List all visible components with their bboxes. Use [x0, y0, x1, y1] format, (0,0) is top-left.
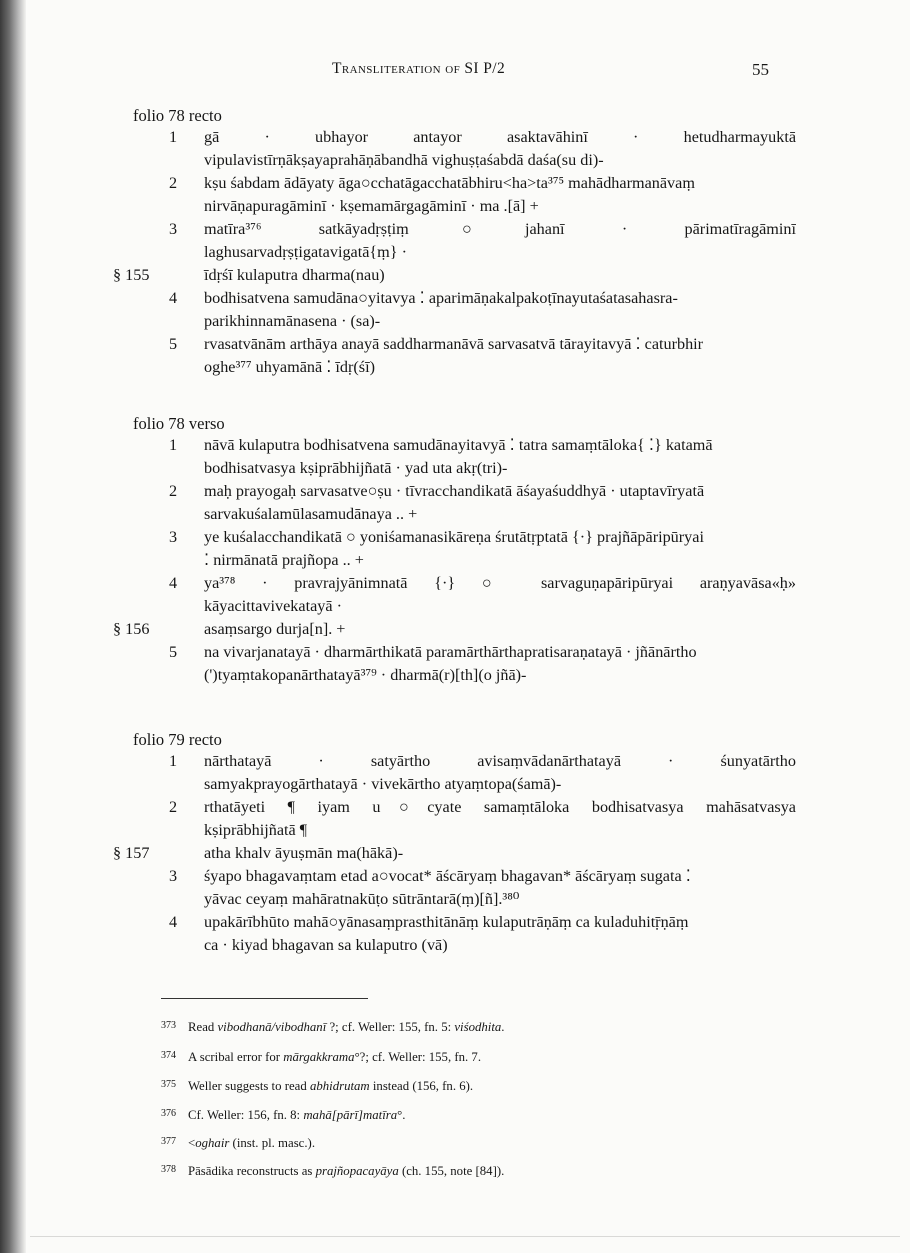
footnote-text: (ch. 155, note [84]). [398, 1164, 505, 1178]
line-text: nārthatayā · satyārtho avisaṃvādanārthatayā · śunyatārtho [204, 752, 796, 770]
footnote-term: prajñopacayāya [315, 1164, 399, 1178]
line-text: maḥ prayogaḥ sarvasatve○ṣu · tīvracchandikatā āśayaśuddhyā · utaptavīryatā [204, 482, 705, 500]
footnote-text: Cf. Weller: 156, fn. 8: [188, 1108, 304, 1122]
text-line [133, 241, 793, 264]
footnote-term: abhidrutam [309, 1079, 370, 1093]
text-line [133, 218, 796, 241]
line-text: kāyacittavivekatayā · [204, 597, 342, 615]
line-text: na vivarjanatayā · dharmārthikatā paramārthārthapratisaraṇatayā · jñānārtho [204, 643, 697, 661]
footnote-text: Read [188, 1020, 218, 1034]
footnote-number: 373 [161, 1020, 176, 1031]
line-number: 2 [169, 482, 178, 500]
footnote-text: (inst. pl. masc.). [229, 1136, 316, 1150]
text-line [133, 526, 793, 549]
line-text: laghusarvadṛṣṭigatavigatā{ṃ} · [204, 243, 407, 261]
line-number: 3 [169, 220, 178, 238]
footnote-number: 376 [161, 1108, 176, 1119]
line-number: 4 [169, 289, 178, 307]
line-number: 3 [169, 528, 178, 546]
footnote [161, 1136, 315, 1151]
text-line [133, 503, 793, 526]
footnote [161, 1050, 481, 1065]
text-line [133, 149, 793, 172]
line-text: īdṛśī kulaputra dharma(nau) [204, 266, 385, 284]
line-text: gā · ubhayor antayor asaktavāhinī · hetudharmayuktā [204, 128, 796, 146]
folio-block [113, 750, 796, 957]
text-line [133, 126, 796, 149]
footnote-number: 378 [161, 1164, 176, 1175]
line-number: 1 [169, 128, 178, 146]
line-text: (')tyaṃtakopanārthatayā³⁷⁹ · dharmā(r)[th](o jñā)- [204, 666, 527, 684]
page-number: 55 [752, 60, 769, 79]
footnote-term: mahā[pārī]matīra [303, 1108, 398, 1122]
line-text: yāvac ceyaṃ mahāratnakūṭo sūtrāntarā(ṃ)[ñ].³⁸⁰ [204, 890, 520, 908]
text-line [133, 287, 793, 310]
line-text: rvasatvānām arthāya anayā saddharmanāvā sarvasatvā tārayitavyā ⁚ caturbhir [204, 335, 704, 353]
line-text: bodhisatvasya kṣiprābhijñatā · yad uta akṛ(tri)- [204, 459, 508, 477]
footnote [161, 1108, 406, 1123]
line-number: 3 [169, 867, 178, 885]
folio-title: folio 78 recto [133, 106, 222, 125]
line-text: ya³⁷⁸ · pravrajyānimnatā {·} ○ sarvaguṇapāripūryai araṇyavāsa«ḥ» [204, 574, 796, 592]
text-line [133, 911, 793, 934]
text-line [133, 457, 793, 480]
line-text: matīra³⁷⁶ satkāyadṛṣṭiṃ○jahanī · pārimatīragāminī [204, 220, 796, 238]
line-text: kṣu śabdam ādāyaty āga○cchatāgacchatābhiru<ha>ta³⁷⁵ mahādharmanāvaṃ [204, 174, 695, 192]
text-line [133, 195, 793, 218]
line-text: upakārībhūto mahā○yānasaṃprasthitānāṃ kulaputrāṇāṃ ca kuladuhitṝṇāṃ [204, 913, 689, 931]
folio-title: folio 78 verso [133, 414, 225, 433]
footnote-text: Pāsādika reconstructs as [188, 1164, 316, 1178]
text-line [133, 641, 793, 664]
footnote-rule [161, 998, 368, 999]
text-line [133, 750, 796, 773]
footnote-number: 375 [161, 1079, 176, 1090]
line-text: ca · kiyad bhagavan sa kulaputro (vā) [204, 936, 448, 954]
line-text: vipulavistīrṇākṣayaprahāṇābandhā vighuṣṭaśabdā daśa(su di)- [204, 151, 604, 169]
line-text: kṣiprābhijñatā ¶ [204, 821, 308, 839]
footnote-number: 374 [161, 1050, 176, 1061]
line-text: asaṃsargo durja[n]. + [204, 620, 346, 638]
text-line [133, 664, 793, 687]
text-line [113, 264, 793, 287]
footnote [161, 1164, 504, 1179]
text-line [133, 888, 793, 911]
footnote-text: Weller suggests to read [188, 1079, 310, 1093]
text-line [133, 595, 793, 618]
text-line [133, 773, 793, 796]
book-binding-shadow [0, 0, 26, 1253]
line-text: śyapo bhagavaṃtam etad a○vocat* āścāryaṃ bhagavan* āścāryaṃ sugata ⁚ [204, 867, 691, 885]
footnote [161, 1079, 473, 1094]
line-text: nāvā kulaputra bodhisatvena samudānayitavyā ⁚ tatra samaṃtāloka{ ⁚} katamā [204, 436, 713, 454]
section-mark: § 157 [113, 844, 150, 862]
line-number: 4 [169, 574, 178, 592]
footnote-term: viśodhita [454, 1020, 502, 1034]
footnote-number: 377 [161, 1136, 176, 1147]
line-text: atha khalv āyuṣmān ma(hākā)- [204, 844, 404, 862]
folio-block [113, 434, 796, 687]
text-line [133, 865, 793, 888]
line-text: samyakprayogārthatayā · vivekārtho atyaṃtopa(śamā)- [204, 775, 562, 793]
text-line [133, 434, 793, 457]
text-line [113, 618, 793, 641]
text-line [133, 172, 793, 195]
line-number: 5 [169, 643, 178, 661]
text-line [133, 356, 793, 379]
text-line [133, 819, 793, 842]
footnote-text: °?; cf. Weller: 155, fn. 7. [354, 1050, 482, 1064]
section-mark: § 155 [113, 266, 150, 284]
footnote-text: A scribal error for [188, 1050, 284, 1064]
text-line [113, 842, 793, 865]
text-line [133, 480, 793, 503]
folio-title: folio 79 recto [133, 730, 222, 749]
text-line [133, 333, 793, 356]
line-text: ye kuśalacchandikatā ○ yoniśamanasikāreṇa śrutātṛptatā {·} prajñāpāripūryai [204, 528, 704, 546]
line-number: 4 [169, 913, 178, 931]
running-head-text: Transliteration of SI P/2 [332, 60, 506, 77]
text-line [133, 934, 793, 957]
line-text: parikhinnamānasena · (sa)- [204, 312, 381, 330]
line-text: bodhisatvena samudāna○yitavya ⁚ aparimāṇakalpakoṭīnayutaśatasahasra- [204, 289, 678, 307]
footnote-term: mārgakkrama [283, 1050, 355, 1064]
text-line [133, 310, 793, 333]
line-text: ⁚ nirmānatā prajñopa .. + [204, 551, 364, 569]
line-number: 1 [169, 752, 178, 770]
line-text: rthatāyeti ¶ iyam u○cyate samaṃtāloka bodhisatvasya mahāsatvasya [204, 798, 796, 816]
footnote-text: . [501, 1020, 505, 1034]
footnote-text: < [188, 1136, 196, 1150]
running-head [332, 60, 505, 78]
footnote [161, 1020, 504, 1035]
line-text: nirvāṇapuragāminī · kṣemamārgagāminī · ma .[ā] + [204, 197, 539, 215]
footnote-text: ?; cf. Weller: 155, fn. 5: [326, 1020, 455, 1034]
page-edge [30, 1236, 900, 1237]
line-number: 5 [169, 335, 178, 353]
text-line [133, 796, 796, 819]
line-text: sarvakuśalamūlasamudānaya .. + [204, 505, 418, 523]
line-number: 2 [169, 174, 178, 192]
text-line [133, 549, 793, 572]
line-number: 1 [169, 436, 178, 454]
footnote-term: vibodhanā/vibodhanī [217, 1020, 327, 1034]
line-text: oghe³⁷⁷ uhyamānā ⁚ īdṛ(śī) [204, 358, 375, 376]
footnote-text: instead (156, fn. 6). [369, 1079, 474, 1093]
footnote-term: oghair [195, 1136, 230, 1150]
footnote-text: °. [397, 1108, 406, 1122]
line-number: 2 [169, 798, 178, 816]
folio-block [113, 126, 796, 379]
section-mark: § 156 [113, 620, 150, 638]
text-line [133, 572, 796, 595]
